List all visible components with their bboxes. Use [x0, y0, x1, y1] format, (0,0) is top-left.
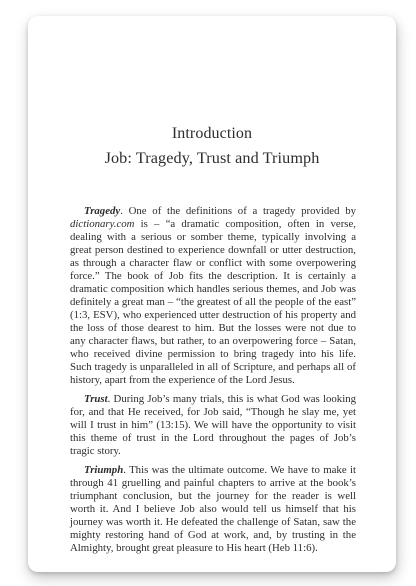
- paragraph-lead: Triumph: [84, 464, 124, 476]
- paragraph-triumph: [70, 464, 356, 555]
- dictionary-reference: dictionary.com: [70, 218, 135, 230]
- paragraph-lead: Trust: [84, 393, 108, 405]
- book-page: [28, 16, 396, 572]
- paragraph-trust: [70, 393, 356, 458]
- paragraph-lead: Tragedy: [84, 205, 121, 217]
- chapter-subtitle: Job: Tragedy, Trust and Triumph: [104, 149, 320, 167]
- paragraph-text: . One of the definitions of a tragedy provided by: [120, 205, 356, 217]
- paragraph-text: is – “a dramatic composition, often in verse, dealing with a serious or somber theme, typically involving a great person destined to experience downfall or utter destruction, as through a character flaw or conflict with some overpowering force.” The book of Job fits the description. It is certainly a dramatic composition which handles serious themes, and Job was definitely a great man – “the greatest of all the people of the east” (1:3, ESV), who experienced utter destruction of his property and the loss of those dearest to him. But the losses were not due to any character flaws, but rather, to an overpowering force – Satan, who received divine permission to bring tragedy into his life. Such tragedy is unparalleled in all of Scripture, and perhaps all of history, apart from the experience of the Lord Jesus.: [70, 218, 356, 386]
- paragraph-text: . During Job’s many trials, this is what God was looking for, and that He received, for Job said, “Though he slay me, yet will I trust in him” (13:15). We will have the opportunity to visit this theme of trust in the Lord throughout the pages of Job’s tragic story.: [70, 393, 356, 457]
- paragraph-tragedy: [70, 205, 356, 387]
- chapter-heading: [28, 123, 396, 169]
- paragraph-text: . This was the ultimate outcome. We have to make it through 41 gruelling and painful chapters to arrive at the book’s triumphant conclusion, but the journey for the reader is well worth it. And I believe Job also would tell us himself that his journey was worth it. He defeated the challenge of Satan, saw the mighty restoring hand of God at work, and, by trusting in the Almighty, brought great pleasure to His heart (Heb 11:6).: [70, 464, 356, 554]
- chapter-title: Introduction: [171, 125, 253, 142]
- chapter-body: [70, 205, 356, 561]
